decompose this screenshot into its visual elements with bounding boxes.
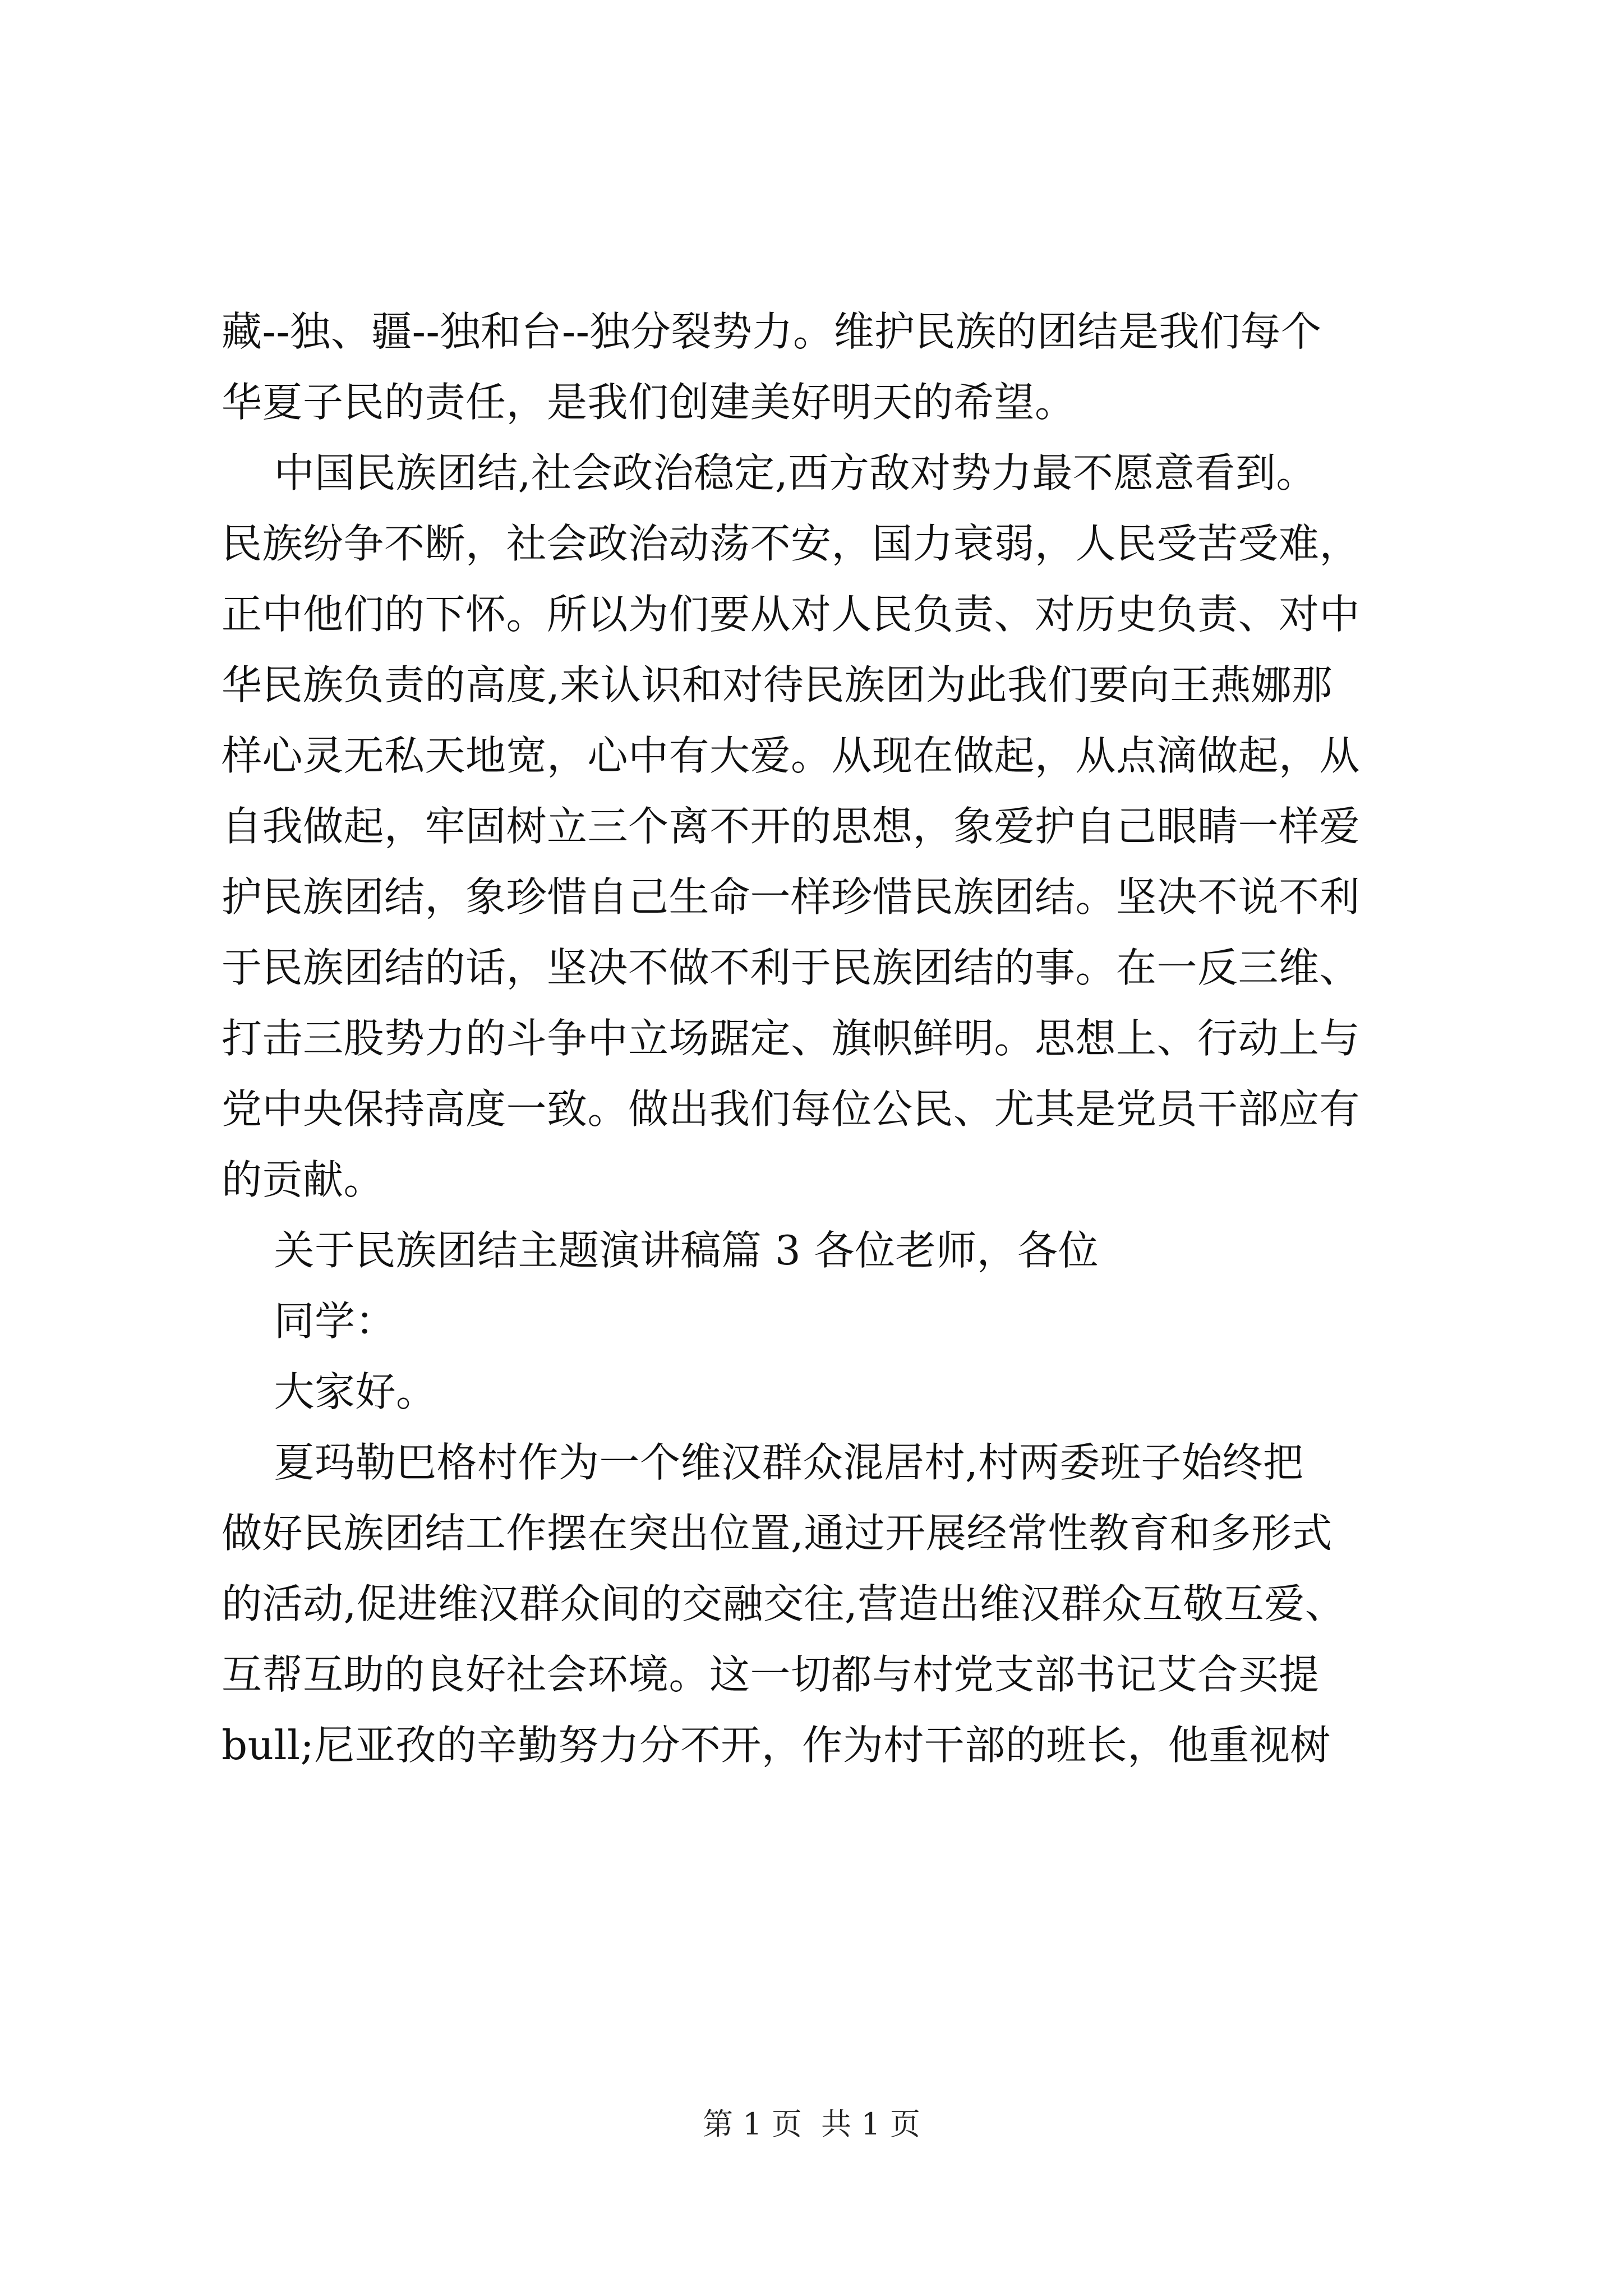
text-line: 华民族负责的高度,来认识和对待民族团为此我们要向王燕娜那 — [222, 661, 1332, 708]
text-line: 于民族团结的话，坚决不做不利于民族团结的事。在一反三维、 — [222, 944, 1361, 991]
text-line: 的活动,促进维汉群众间的交融交往,营造出维汉群众互敬互爱、 — [222, 1580, 1346, 1627]
text-line: 打击三股势力的斗争中立场踞定、旗帜鲜明。思想上、行动上与 — [222, 1015, 1361, 1062]
text-line: 中国民族团结,社会政治稳定,西方敌对势力最不愿意看到。 — [222, 449, 1317, 496]
page-footer: 第 1 页 共 1 页 — [703, 2106, 920, 2142]
document-body — [222, 296, 1438, 1780]
text-line: 藏--独、疆--独和台--独分裂势力。维护民族的团结是我们每个 — [222, 308, 1322, 355]
text-line: 大家好。 — [222, 1368, 437, 1415]
text-line: 民族纷争不断，社会政治动荡不安，国力衰弱，人民受苦受难， — [222, 520, 1361, 567]
text-line: 做好民族团结工作摆在突出位置,通过开展经常性教育和多形式 — [222, 1510, 1332, 1557]
text-line: 护民族团结，象珍惜自己生命一样珍惜民族团结。坚决不说不利 — [222, 873, 1361, 921]
text-line: 自我做起，牢固树立三个离不开的思想，象爱护自己眼睛一样爱 — [222, 803, 1361, 850]
text-line: 的贡献。 — [222, 1156, 385, 1203]
text-line: 正中他们的下怀。所以为们要从对人民负责、对历史负责、对中 — [222, 591, 1361, 638]
text-line: 华夏子民的责任，是我们创建美好明天的希望。 — [222, 379, 1076, 426]
text-line: 互帮互助的良好社会环境。这一切都与村党支部书记艾合买提 — [222, 1651, 1320, 1698]
text-line: 样心灵无私天地宽，心中有大爱。从现在做起，从点滴做起，从 — [222, 732, 1361, 779]
text-line: 关于民族团结主题演讲稿篇 3 各位老师，各位 — [222, 1227, 1099, 1274]
text-line: 夏玛勒巴格村作为一个维汉群众混居村,村两委班子始终把 — [222, 1439, 1304, 1486]
text-line: 党中央保持高度一致。做出我们每位公民、尤其是党员干部应有 — [222, 1085, 1361, 1133]
text-line: bull;尼亚孜的辛勤努力分不开，作为村干部的班长，他重视树 — [222, 1722, 1331, 1769]
text-line: 同学： — [222, 1297, 396, 1345]
